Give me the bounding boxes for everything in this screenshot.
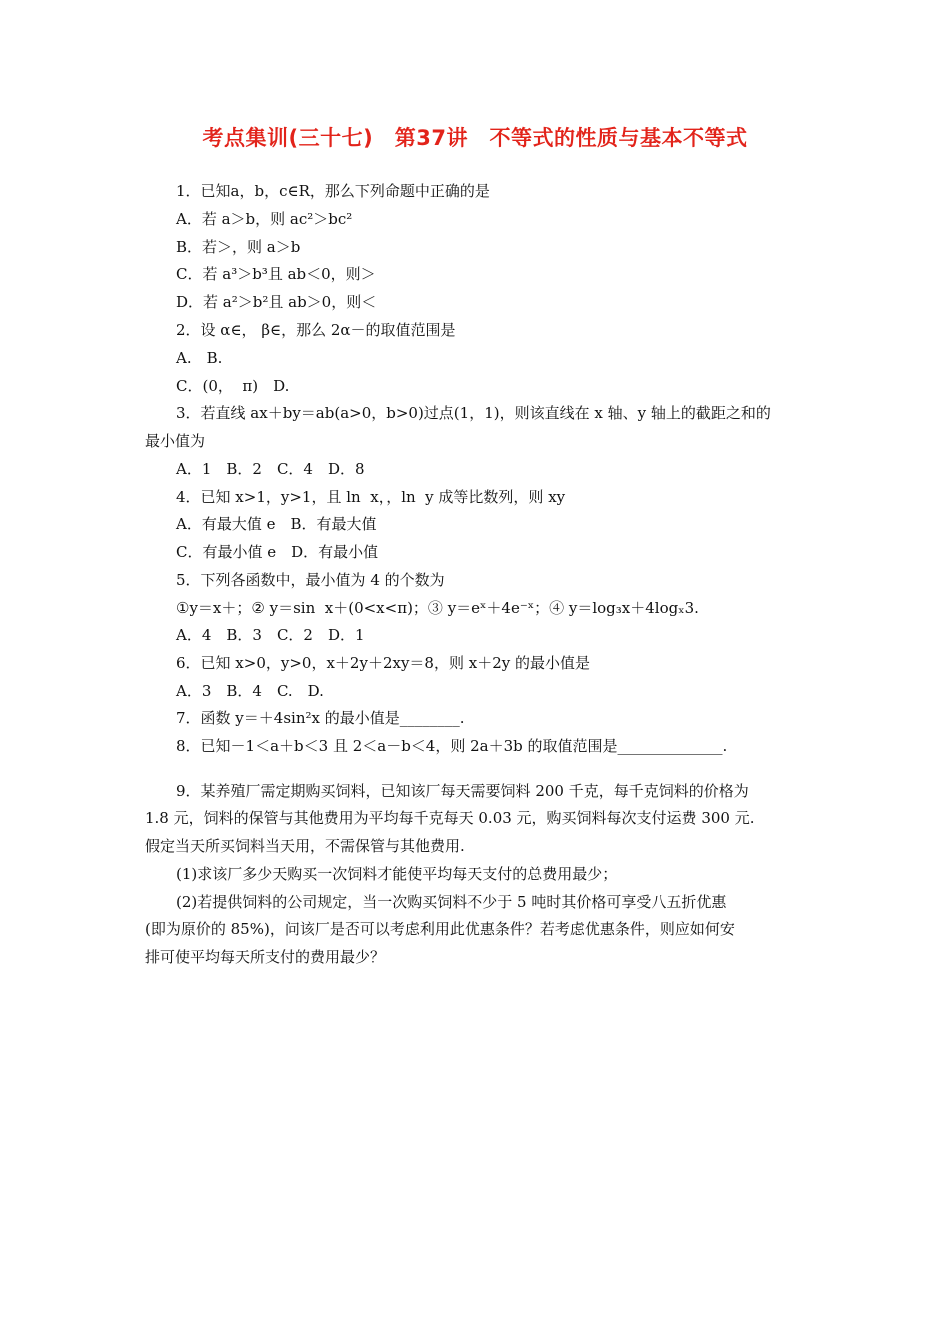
question-3-line-2: 最小值为 [145, 432, 206, 450]
question-9-part-2-line-1: (2)若提供饲料的公司规定，当一次购买饲料不少于 5 吨时其价格可享受八五折优惠 [176, 893, 727, 911]
question-5-options: A．4 B．3 C．2 D．1 [176, 626, 365, 644]
question-3-options: A．1 B．2 C．4 D．8 [176, 460, 365, 478]
question-9-part-2-line-3: 排可使平均每天所支付的费用最少？ [145, 948, 386, 966]
question-9-line-2: 1.8 元，饲料的保管与其他费用为平均每千克每天 0.03 元，购买饲料每次支付运费 300 元. [145, 809, 755, 827]
question-4: 4．已知 x>1，y>1，且 ln x，，ln y 成等比数列，则 xy [176, 488, 566, 506]
question-9-part-2-line-2: (即为原价的 85%)，问该厂是否可以考虑利用此优惠条件？若考虑优惠条件，则应如何安 [145, 920, 735, 938]
question-4-options-ab: A．有最大值 e B．有最大值 [176, 515, 377, 533]
question-4-options-cd: C．有最小值 e D．有最小值 [176, 543, 379, 561]
question-2: 2．设 α∈， β∈，那么 2α－的取值范围是 [176, 321, 456, 339]
question-6: 6．已知 x>0，y>0，x＋2y＋2xy＝8，则 x＋2y 的最小值是 [176, 654, 590, 672]
question-5: 5．下列各函数中，最小值为 4 的个数为 [176, 571, 445, 589]
question-1-option-a: A．若 a＞b，则 ac²＞bc² [176, 210, 353, 228]
question-1: 1．已知a，b，c∈R，那么下列命题中正确的是 [176, 182, 490, 200]
question-9-line-3: 假定当天所买饲料当天用，不需保管与其他费用. [145, 837, 465, 855]
question-8: 8．已知－1＜a＋b＜3 且 2＜a－b＜4，则 2a＋3b 的取值范围是______________. [176, 737, 728, 755]
question-7: 7．函数 y＝＋4sin²x 的最小值是________. [176, 709, 465, 727]
question-1-option-b: B．若＞，则 a＞b [176, 238, 301, 256]
question-9-part-1: (1)求该厂多少天购买一次饲料才能使平均每天支付的总费用最少； [176, 865, 618, 883]
question-3-line-1: 3．若直线 ax＋by＝ab(a>0，b>0)过点(1，1)，则该直线在 x 轴、y 轴上的截距之和的 [176, 404, 771, 422]
question-1-option-d: D．若 a²＞b²且 ab＞0，则＜ [176, 293, 377, 311]
question-2-options-ab: A. B. [176, 349, 223, 367]
question-1-option-c: C．若 a³＞b³且 ab＜0，则＞ [176, 265, 376, 283]
page-title: 考点集训(三十七) 第37讲 不等式的性质与基本不等式 [202, 126, 748, 150]
question-2-options-cd: C．(0， π) D. [176, 377, 290, 395]
question-5-functions: ①y＝x＋；② y＝sin x＋(0<x<π)；③ y＝eˣ＋4e⁻ˣ；④ y＝log₃x＋4logₓ3. [176, 599, 699, 617]
question-6-options: A．3 B．4 C. D. [176, 682, 324, 700]
question-9-line-1: 9．某养殖厂需定期购买饲料，已知该厂每天需要饲料 200 千克，每千克饲料的价格为 [176, 782, 749, 800]
